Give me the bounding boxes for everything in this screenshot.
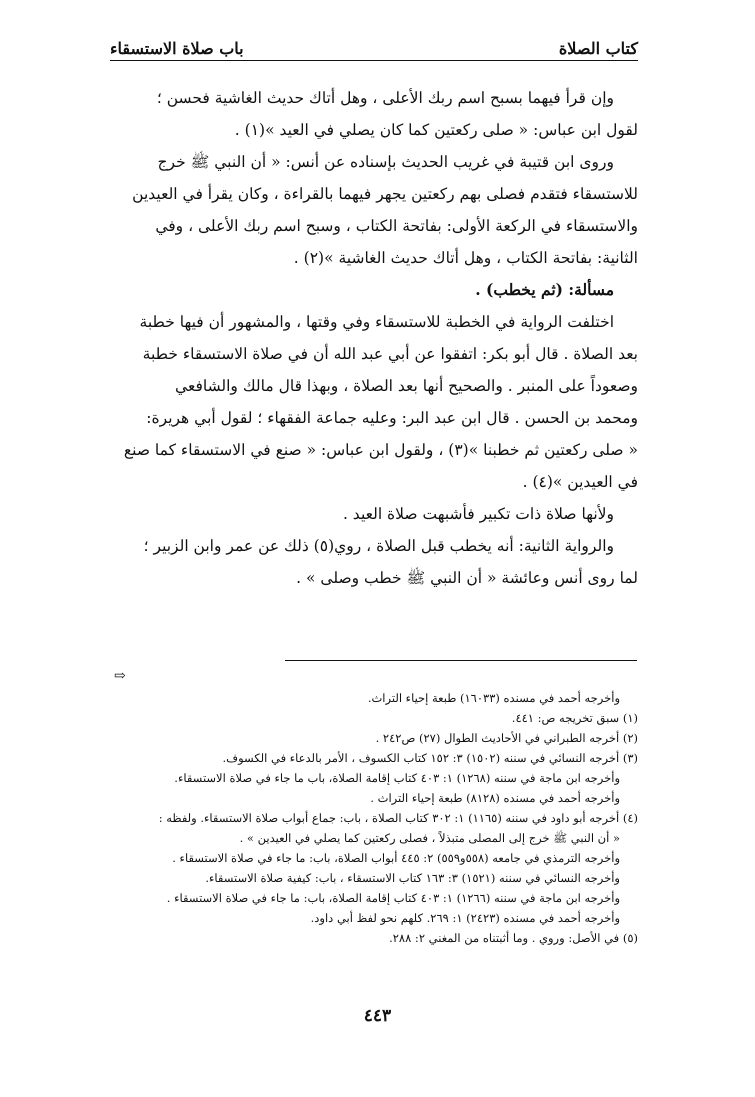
- header-book-title: كتاب الصلاة: [558, 39, 638, 58]
- footnote-line: وأخرجه أحمد في مسنده (٢٤٢٣) ١: ٢٦٩. كلهم نحو لفظ أبي داود.: [310, 911, 620, 925]
- footnote-line: وأخرجه ابن ماجة في سننه (١٢٦٦) ١: ٤٠٣ كتاب إقامة الصلاة، باب: ما جاء في صلاة الاستسقاء .: [166, 891, 620, 905]
- text-line: في العيدين »(٤) .: [522, 473, 638, 491]
- footnote-line: وأخرجه النسائي في سننه (١٥٢١) ٣: ١٦٣ كتاب الاستسقاء ، باب: كيفية صلاة الاستسقاء.: [205, 871, 620, 885]
- continuation-arrow-icon: ⇨: [114, 668, 126, 684]
- footnote-line: وأخرجه أحمد في مسنده (٨١٢٨) طبعة إحياء التراث .: [370, 791, 620, 805]
- text-line: والاستسقاء في الركعة الأولى: بفاتحة الكتاب ، وسبح اسم ربك الأعلى ، وفي: [155, 217, 638, 235]
- text-line: وروى ابن قتيبة في غريب الحديث بإسناده عن أنس: « أن النبي ﷺ خرج: [157, 153, 614, 171]
- text-line: اختلفت الرواية في الخطبة للاستسقاء وفي وقتها ، والمشهور أن فيها خطبة: [139, 313, 614, 331]
- footnote-line: (٢) أخرجه الطبراني في الأحاديث الطوال (٢٧) ص٢٤٢ .: [375, 731, 638, 745]
- header-chapter-title: باب صلاة الاستسقاء: [110, 39, 244, 58]
- text-line: ولأنها صلاة ذات تكبير فأشبهت صلاة العيد .: [342, 505, 614, 523]
- text-line: لقول ابن عباس: « صلى ركعتين كما كان يصلي في العيد »(١) .: [234, 121, 638, 139]
- header-divider: [110, 60, 638, 61]
- issue-heading: مسألة: (ثم يخطب) .: [475, 280, 614, 299]
- footnote-line: (٣) أخرجه النسائي في سننه (١٥٠٢) ٣: ١٥٢ كتاب الكسوف ، الأمر بالدعاء في الكسوف.: [222, 751, 638, 765]
- text-line: الثانية: بفاتحة الكتاب ، وهل أتاك حديث الغاشية »(٢) .: [293, 249, 638, 267]
- footnotes: [110, 688, 638, 948]
- text-line: للاستسقاء فتقدم فصلى بهم ركعتين يجهر فيهما بالقراءة ، وكان يقرأ في العيدين: [132, 185, 638, 203]
- footnote-line: (١) سبق تخريجه ص: ٤٤١.: [511, 711, 638, 725]
- text-line: وإن قرأ فيهما بسبح اسم ربك الأعلى ، وهل أتاك حديث الغاشية فحسن ؛: [156, 89, 614, 107]
- main-text: [110, 82, 638, 594]
- page-number: ٤٤٣: [363, 1006, 392, 1026]
- footnote-line: وأخرجه الترمذي في جامعه (٥٥٨و٥٥٩) ٢: ٤٤٥ أبواب الصلاة، باب: ما جاء في صلاة الاستسقاء .: [172, 851, 620, 865]
- footnote-line: (٤) أخرجه أبو داود في سننه (١١٦٥) ١: ٣٠٢ كتاب الصلاة ، باب: جماع أبواب صلاة الاستسقاء. ولفظه :: [158, 811, 638, 825]
- running-header: [110, 30, 638, 58]
- footnote-line: وأخرجه أحمد في مسنده (١٦٠٣٣) طبعة إحياء التراث.: [367, 691, 620, 705]
- text-line: لما روى أنس وعائشة « أن النبي ﷺ خطب وصلى » .: [296, 569, 638, 587]
- footnote-line: وأخرجه ابن ماجة في سننه (١٢٦٨) ١: ٤٠٣ كتاب إقامة الصلاة، باب ما جاء في صلاة الاستسقاء.: [174, 771, 620, 785]
- footnote-divider: [285, 660, 637, 661]
- footnote-line: « أن النبي ﷺ خرج إلى المصلى متبذلاً ، فصلى ركعتين كما يصلي في العيدين » .: [239, 831, 620, 845]
- text-line: والرواية الثانية: أنه يخطب قبل الصلاة ، روي(٥) ذلك عن عمر وابن الزبير ؛: [143, 537, 614, 555]
- footnote-line: (٥) في الأصل: وروي . وما أثبتناه من المغني ٢: ٢٨٨.: [389, 931, 638, 945]
- text-line: « صلى ركعتين ثم خطبنا »(٣) ، ولقول ابن عباس: « صنع في الاستسقاء كما صنع: [123, 441, 638, 459]
- text-line: وصعوداً على المنبر . والصحيح أنها بعد الصلاة ، وبهذا قال مالك والشافعي: [175, 377, 638, 395]
- text-line: ومحمد بن الحسن . قال ابن عبد البر: وعليه جماعة الفقهاء ؛ لقول أبي هريرة:: [146, 409, 638, 427]
- text-line: بعد الصلاة . قال أبو بكر: اتفقوا عن أبي عبد الله أن في صلاة الاستسقاء خطبة: [142, 345, 638, 363]
